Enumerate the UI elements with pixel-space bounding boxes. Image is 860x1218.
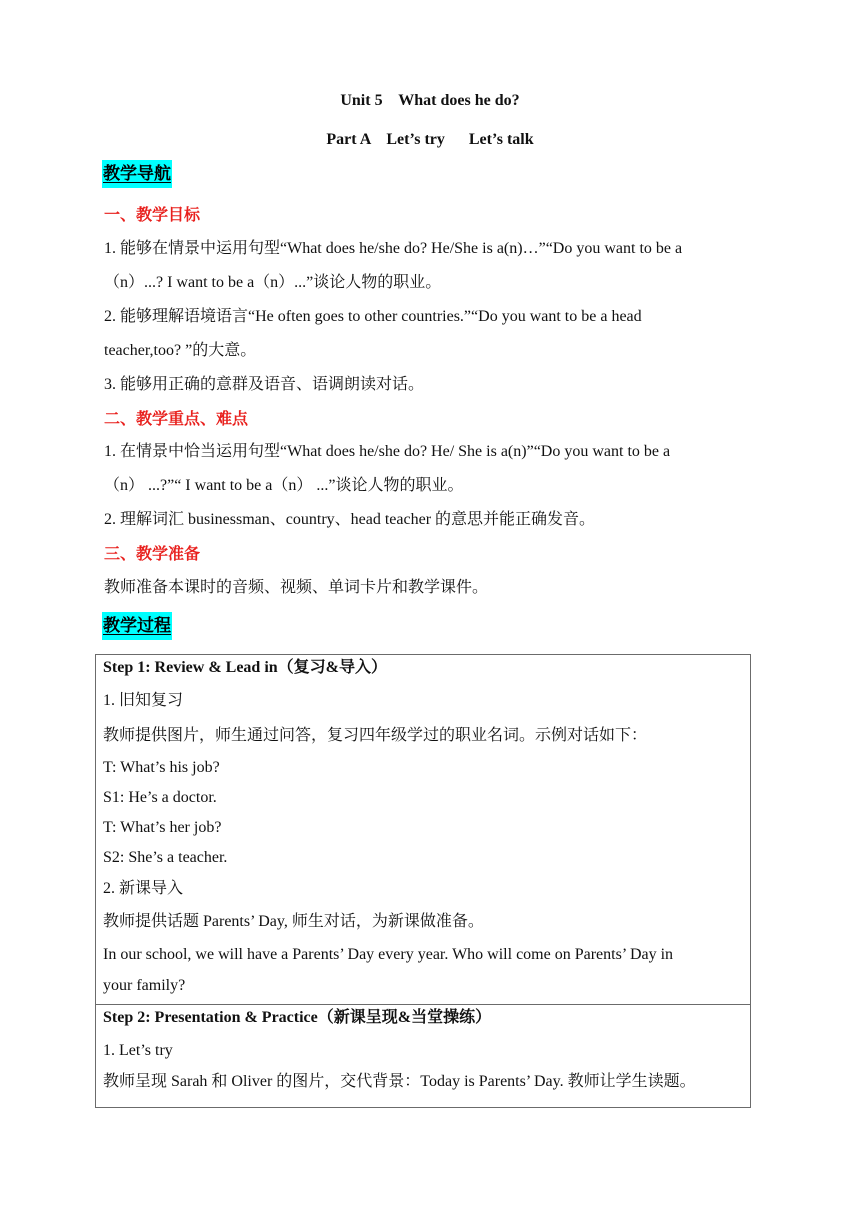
objectives-line: teacher,too? ”的大意。 <box>104 342 257 359</box>
key-points-line: 2. 理解词汇 businessman、country、head teacher 的意思并能正确发音。 <box>104 511 596 528</box>
step1-line: 教师提供话题 Parents’ Day, 师生对话，为新课做准备。 <box>103 913 484 930</box>
objectives-line: 1. 能够在情景中运用句型“What does he/she do? He/She is a(n)…”“Do you want to be a <box>104 240 683 257</box>
step1-line: T: What’s his job? <box>103 759 220 776</box>
preparation-line: 教师准备本课时的音频、视频、单词卡片和教学课件。 <box>104 579 489 596</box>
objectives-line: （n）...? I want to be a（n）...”谈论人物的职业。 <box>104 274 442 291</box>
objectives-line: 3. 能够用正确的意群及语音、语调朗读对话。 <box>104 376 425 393</box>
step1-line: T: What’s her job? <box>103 819 222 836</box>
step2-line: 教师呈现 Sarah 和 Oliver 的图片，交代背景：Today is Parents’ Day. 教师让学生读题。 <box>103 1073 696 1090</box>
objectives-line: 2. 能够理解语境语言“He often goes to other countries.”“Do you want to be a head <box>104 308 642 325</box>
step2-title: Step 2: Presentation & Practice（新课呈现&当堂操练） <box>103 1009 492 1026</box>
key-points-heading: 二、教学重点、难点 <box>104 409 249 428</box>
key-points-line: 1. 在情景中恰当运用句型“What does he/she do? He/ She is a(n)”“Do you want to be a <box>104 443 671 460</box>
teaching-process-label: 教学过程 <box>102 612 172 640</box>
part-title: Part A Let’s try Let’s talk <box>326 131 534 148</box>
teaching-guide-label: 教学导航 <box>102 160 172 188</box>
step1-line: S2: She’s a teacher. <box>103 849 228 866</box>
process-table <box>95 654 751 1108</box>
step1-line: 1. 旧知复习 <box>103 692 184 709</box>
preparation-heading: 三、教学准备 <box>104 544 201 563</box>
unit-title: Unit 5 What does he do? <box>340 92 520 109</box>
step1-line: 教师提供图片，师生通过问答，复习四年级学过的职业名词。示例对话如下： <box>103 727 648 744</box>
step1-line: In our school, we will have a Parents’ Day every year. Who will come on Parents’ Day in <box>103 946 674 963</box>
step1-title: Step 1: Review & Lead in（复习&导入） <box>103 659 387 676</box>
table-row-divider <box>95 1004 751 1005</box>
key-points-line: （n） ...?”“ I want to be a（n） ...”谈论人物的职业。 <box>104 477 464 494</box>
step1-line: 2. 新课导入 <box>103 880 184 897</box>
step2-line: 1. Let’s try <box>103 1042 173 1059</box>
objectives-heading: 一、教学目标 <box>104 205 201 224</box>
step1-line: your family? <box>103 977 186 994</box>
step1-line: S1: He’s a doctor. <box>103 789 217 806</box>
